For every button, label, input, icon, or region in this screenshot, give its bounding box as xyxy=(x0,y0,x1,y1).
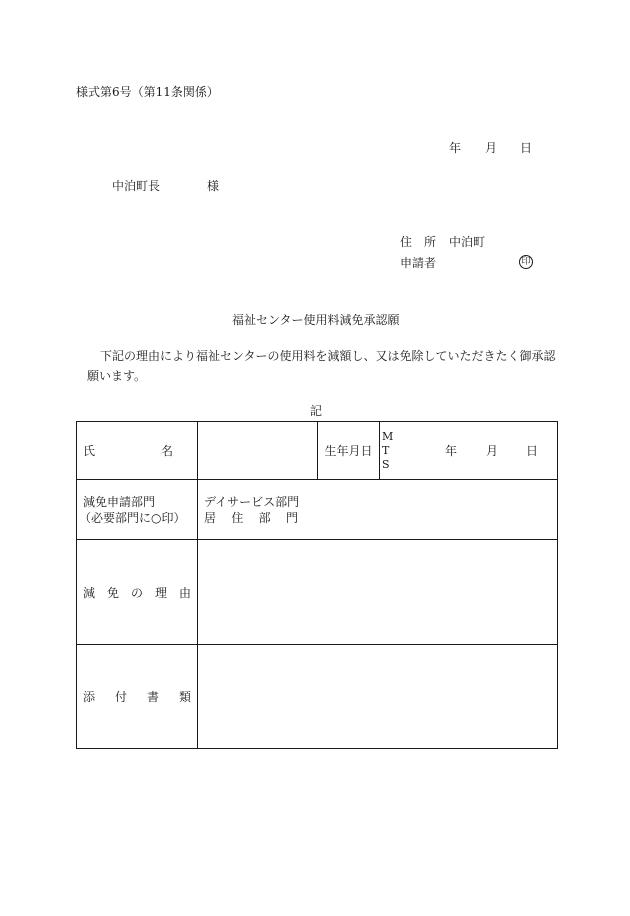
documents-value-cell[interactable] xyxy=(198,645,558,749)
date-year-label: 年 xyxy=(449,141,462,155)
department-label-line-2: （必要部門に○印） xyxy=(79,510,186,525)
document-title: 福祉センター使用料減免承認願 xyxy=(232,313,400,327)
reason-label-char: 由 xyxy=(178,585,191,600)
addressee-honorific: 様 xyxy=(207,179,220,193)
body-line-2: 願います。 xyxy=(87,369,147,383)
form-number: 様式第6号（第11条関係） xyxy=(76,85,219,99)
reason-label-char: 理 xyxy=(154,585,167,600)
residential-char: 部 xyxy=(258,510,271,525)
name-label-char: 名 xyxy=(160,444,173,458)
reason-label-cell xyxy=(77,540,198,645)
row-documents xyxy=(77,645,558,749)
body-line-1: 下記の理由により福祉センターの使用料を減額し、又は免除していただきたく御承認 xyxy=(100,349,556,363)
reason-value-cell[interactable] xyxy=(198,540,558,645)
department-options-cell xyxy=(198,480,558,540)
era-option-t[interactable]: T xyxy=(382,443,390,457)
applicant-name-label: 申請者 xyxy=(400,256,437,270)
name-label-char: 氏 xyxy=(83,444,96,458)
department-option-day-service[interactable]: デイサービス部門 xyxy=(204,494,300,509)
residential-char: 居 xyxy=(204,510,217,525)
seal-mark: 印 xyxy=(519,255,533,269)
residential-char: 門 xyxy=(285,510,298,525)
applicant-address-label: 住 所 xyxy=(400,235,437,249)
documents-label-cell xyxy=(77,645,198,749)
birthdate-label: 生年月日 xyxy=(324,444,373,458)
documents-label-char: 付 xyxy=(114,690,127,704)
reason-label-char: 減 xyxy=(83,585,96,600)
birthdate-value-cell[interactable] xyxy=(380,422,558,480)
documents-label-char: 書 xyxy=(146,690,159,704)
name-value-cell[interactable] xyxy=(198,422,318,480)
birth-month-label: 月 xyxy=(486,444,499,458)
applicant-address-value: 中泊町 xyxy=(449,235,486,249)
department-label-line-1: 減免申請部門 xyxy=(83,494,156,509)
residential-char: 住 xyxy=(231,510,244,525)
era-option-s[interactable]: S xyxy=(382,457,390,471)
documents-label-char: 類 xyxy=(178,690,191,704)
name-label-cell xyxy=(77,422,198,480)
row-name xyxy=(77,422,558,480)
department-option-residential[interactable] xyxy=(204,510,298,526)
row-reason xyxy=(77,540,558,645)
date-month-label: 月 xyxy=(485,141,498,155)
application-table xyxy=(76,421,558,749)
date-day-label: 日 xyxy=(520,141,533,155)
birthdate-label-cell xyxy=(318,422,380,480)
ki-heading: 記 xyxy=(310,404,323,418)
birth-day-label: 日 xyxy=(526,444,539,458)
era-option-m[interactable]: M xyxy=(382,429,394,443)
birth-year-label: 年 xyxy=(445,444,458,458)
addressee-name: 中泊町長 xyxy=(112,179,161,193)
reason-label-char: の xyxy=(130,585,143,600)
reason-label-char: 免 xyxy=(106,585,119,600)
documents-label-char: 添 xyxy=(83,690,96,704)
department-label-cell xyxy=(77,480,198,540)
row-department xyxy=(77,480,558,540)
